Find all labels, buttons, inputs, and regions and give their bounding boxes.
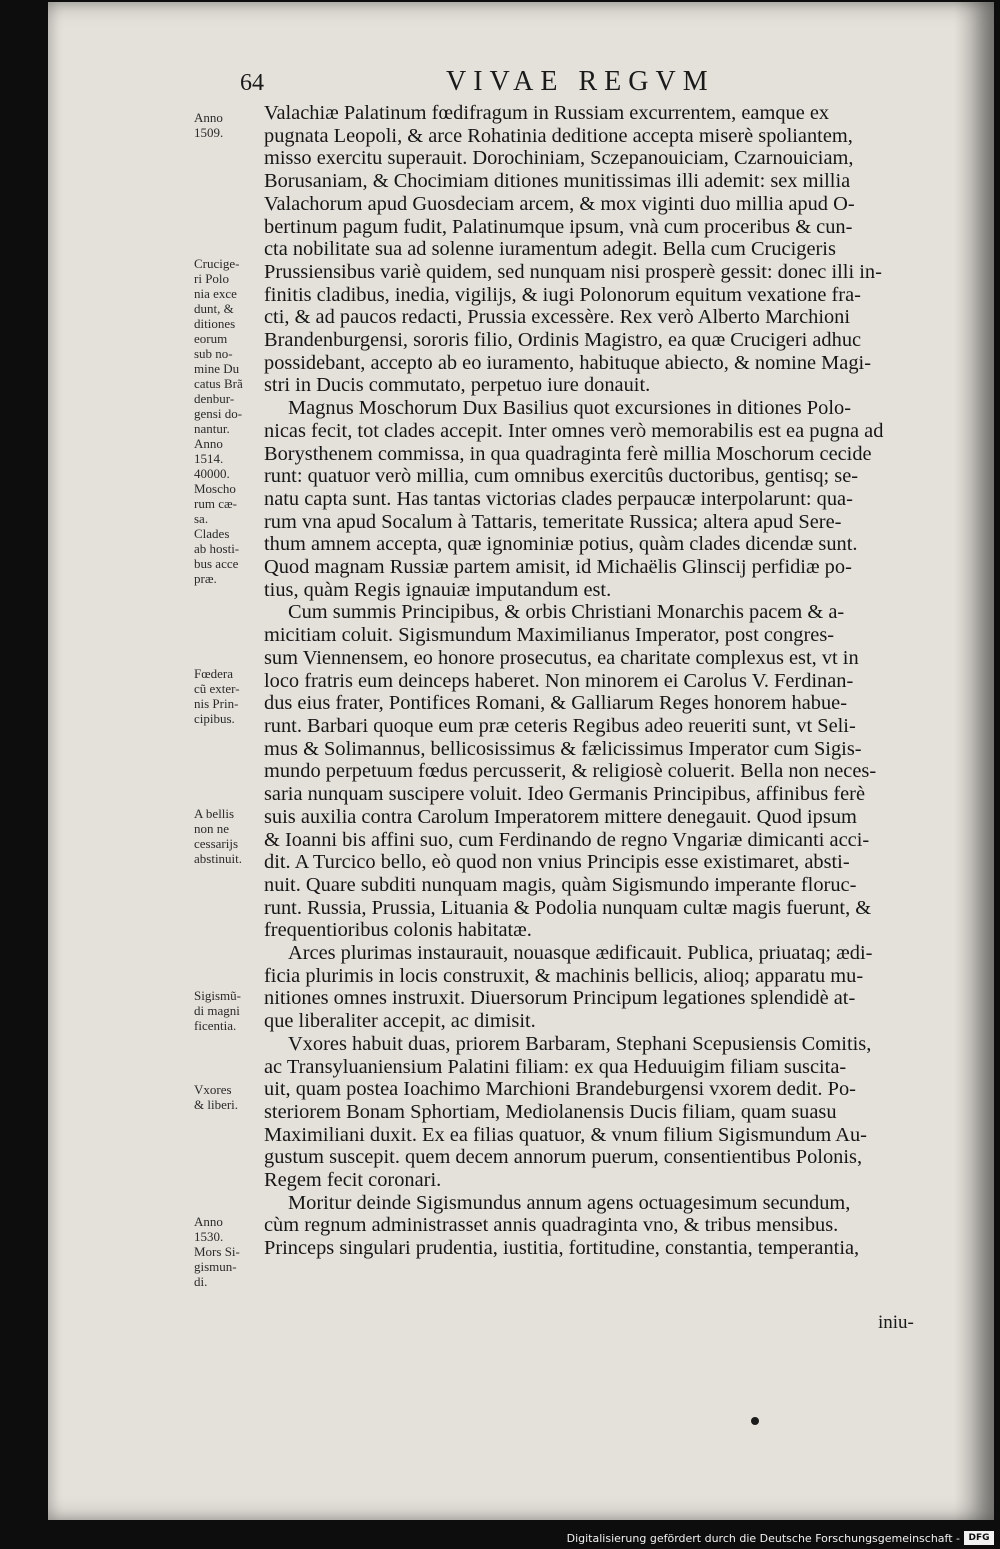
margin-note bbox=[194, 1214, 264, 1289]
margin-note-line: eorum bbox=[194, 331, 228, 346]
ink-dot bbox=[751, 1417, 759, 1425]
margin-note-line: 1509. bbox=[194, 125, 224, 140]
margin-note-line: abstinuit. bbox=[194, 851, 243, 866]
margin-note-line: cessarijs bbox=[194, 836, 239, 851]
dfg-logo: DFG bbox=[964, 1531, 994, 1545]
margin-note-line: 40000. bbox=[194, 466, 230, 481]
margin-note bbox=[194, 988, 264, 1033]
page-number: 64 bbox=[240, 70, 264, 96]
text-line: misso exercitu superauit. Dorochiniam, Sczepanouiciam, Czarnouiciam, bbox=[264, 147, 854, 170]
text-line: loco fratris eum deinceps haberet. Non minorem ei Carolus V. Ferdinan- bbox=[264, 669, 854, 692]
margin-note-line: dunt, & bbox=[194, 301, 234, 316]
paragraph bbox=[264, 1192, 936, 1260]
text-line: Magnus Moschorum Dux Basilius quot excursiones in ditiones Polo- bbox=[288, 397, 851, 420]
margin-note-line: gismun- bbox=[194, 1259, 237, 1274]
text-line: steriorem Bonam Sphortiam, Mediolanensis Ducis filiam, quam suasu bbox=[264, 1100, 837, 1123]
paragraph bbox=[264, 1033, 936, 1192]
text-line: ficia plurimis in locis construxit, & machinis bellicis, alioq; apparatu mu- bbox=[264, 964, 864, 987]
margin-note-line: non ne bbox=[194, 821, 230, 836]
margin-note-line: Anno bbox=[194, 436, 223, 451]
margin-note-line: cipibus. bbox=[194, 711, 235, 726]
margin-note-line: di. bbox=[194, 1274, 208, 1289]
margin-note-line: nantur. bbox=[194, 421, 230, 436]
text-line: mundo perpetuum fœdus percusserit, & religiosè coluerit. Bella non neces- bbox=[264, 760, 877, 783]
text-line: Maximiliani duxit. Ex ea filias quatuor, & vnum filium Sigismundum Au- bbox=[264, 1123, 867, 1146]
margin-note-line: nia exce bbox=[194, 286, 237, 301]
paragraph bbox=[264, 601, 936, 942]
margin-note-line: Moscho bbox=[194, 481, 236, 496]
text-line: tius, quàm Regis ignauiæ imputandum est. bbox=[264, 578, 612, 601]
margin-note-line: Sigismũ- bbox=[194, 988, 241, 1003]
margin-note-line: ab hosti- bbox=[194, 541, 240, 556]
text-line: Borysthenem commissa, in qua quadraginta ferè millia Moschorum cecide bbox=[264, 442, 872, 465]
text-line: runt: quatuor verò millia, cum omnibus exercitûs ductoribus, gentisq; se- bbox=[264, 465, 859, 488]
paragraph bbox=[264, 942, 936, 1033]
margin-note bbox=[194, 1082, 264, 1112]
text-line: saria nunquam suscipere voluit. Ideo Germanis Principibus, affinibus ferè bbox=[264, 783, 865, 806]
text-line: finitis cladibus, inedia, vigilijs, & iugi Polonorum equitum vexatione fra- bbox=[264, 283, 861, 306]
text-line: Cum summis Principibus, & orbis Christiani Monarchis pacem & a- bbox=[288, 601, 845, 624]
paragraph bbox=[264, 397, 936, 601]
text-line: natu capta sunt. Has tantas victorias clades perpaucæ interpolarunt: qua- bbox=[264, 487, 853, 510]
text-line: stri in Ducis commutato, perpetuo iure donauit. bbox=[264, 374, 651, 397]
margin-note-line: ficentia. bbox=[194, 1018, 237, 1033]
text-line: rum vna apud Socalum à Tattaris, temeritate Russica; altera apud Sere- bbox=[264, 510, 842, 533]
text-line: nuit. Quare subditi nunquam magis, quàm Sigismundo imperante floruc- bbox=[264, 873, 857, 896]
margin-note-line: Vxores bbox=[194, 1082, 232, 1097]
margin-note-line: di magni bbox=[194, 1003, 240, 1018]
footer-credit: Digitalisierung gefördert durch die Deutsche Forschungsgemeinschaft - bbox=[566, 1532, 960, 1545]
margin-note-line: sub no- bbox=[194, 346, 233, 361]
margin-note-line: 1530. bbox=[194, 1229, 224, 1244]
margin-note-line: nis Prin- bbox=[194, 696, 239, 711]
margin-note-line: 1514. bbox=[194, 451, 224, 466]
text-line: Valachiæ Palatinum fœdifragum in Russiam excurrentem, eamque ex bbox=[264, 102, 830, 124]
text-line: uit, quam postea Ioachimo Marchioni Brandeburgensi vxorem dedit. Po- bbox=[264, 1078, 856, 1101]
margin-note-line: Fœdera bbox=[194, 666, 233, 681]
text-line: Valachorum apud Guosdeciam arcem, & mox viginti duo millia apud O- bbox=[264, 192, 855, 215]
text-line: thum amnem accepta, quæ ignominiæ potius, quàm clades dicendæ sunt. bbox=[264, 533, 858, 556]
running-head: VIVAE REGVM bbox=[446, 66, 715, 97]
margin-note-line: Anno bbox=[194, 110, 223, 125]
margin-note-line: catus Brã bbox=[194, 376, 243, 391]
margin-note bbox=[194, 256, 264, 586]
text-line: & Ioanni bis affini suo, cum Ferdinando de regno Vngariæ dimicanti acci- bbox=[264, 828, 870, 851]
text-line: dit. A Turcico bello, eò quod non vnius Principis esse existimaret, absti- bbox=[264, 851, 850, 874]
text-line: frequentioribus colonis habitatæ. bbox=[264, 919, 532, 942]
margin-note-line: Mors Si- bbox=[194, 1244, 240, 1259]
margin-note-line: bus acce bbox=[194, 556, 239, 571]
text-line: micitiam coluit. Sigismundum Maximilianus Imperator, post congres- bbox=[264, 624, 835, 647]
text-line: cta nobilitate sua ad solenne iuramentum adegit. Bella cum Crucigeris bbox=[264, 238, 836, 261]
text-line: gustum suscepit. quem decem annorum puerum, consentientibus Polonis, bbox=[264, 1146, 863, 1169]
text-line: mus & Solimannus, bellicosissimus & fælicissimus Imperator cum Sigis- bbox=[264, 737, 862, 760]
margin-note-line: gensi do- bbox=[194, 406, 243, 421]
text-line: pugnata Leopoli, & arce Rohatinia deditione accepta miserè spoliantem, bbox=[264, 124, 853, 147]
margin-note bbox=[194, 666, 264, 726]
text-line: Moritur deinde Sigismundus annum agens octuagesimum secundum, bbox=[288, 1191, 851, 1214]
text-line: sum Viennensem, eo honore prosecutus, ea charitate complexus est, vt in bbox=[264, 646, 859, 669]
text-line: que liberaliter accepit, ac dimisit. bbox=[264, 1010, 536, 1033]
text-line: bertinum pagum fudit, Palatinumque ipsum, vnà cum proceribus & cun- bbox=[264, 215, 853, 238]
main-text bbox=[264, 102, 936, 1260]
margin-note-line: A bellis bbox=[194, 806, 235, 821]
margin-note-line: præ. bbox=[194, 571, 217, 586]
margin-note-line: & liberi. bbox=[194, 1097, 239, 1112]
margin-note-line: Anno bbox=[194, 1214, 223, 1229]
text-line: cùm regnum administrasset annis quadraginta vno, & tribus mensibus. bbox=[264, 1214, 839, 1237]
margin-note-line: Crucige- bbox=[194, 256, 240, 271]
text-line: Brandenburgensi, sororis filio, Ordinis Magistro, ea quæ Crucigeri adhuc bbox=[264, 329, 862, 352]
text-line: Borusaniam, & Chocimiam ditiones munitissimas illi ademit: sex millia bbox=[264, 170, 851, 193]
text-line: Arces plurimas instaurauit, nouasque ædificauit. Publica, priuataq; ædi- bbox=[288, 942, 873, 965]
text-line: Princeps singulari prudentia, iustitia, fortitudine, constantia, temperantia, bbox=[264, 1237, 860, 1260]
text-line: Regem fecit coronari. bbox=[264, 1169, 442, 1192]
margin-note-line: sa. bbox=[194, 511, 209, 526]
catchword: iniu- bbox=[878, 1312, 914, 1333]
margin-note bbox=[194, 806, 264, 866]
footer-bar bbox=[0, 1528, 1000, 1549]
margin-note-line: denbur- bbox=[194, 391, 235, 406]
margin-note-line: mine Du bbox=[194, 361, 240, 376]
text-line: nitiones omnes instruxit. Diuersorum Principum legationes splendidè at- bbox=[264, 987, 856, 1010]
margin-note-line: ri Polo bbox=[194, 271, 230, 286]
text-line: Prussiensibus variè quidem, sed nunquam nisi prosperè gessit: donec illi in- bbox=[264, 260, 882, 283]
margin-note-line: cũ exter- bbox=[194, 681, 240, 696]
text-line: cti, & ad paucos redacti, Prussia excessère. Rex verò Alberto Marchioni bbox=[264, 306, 851, 329]
margin-note-line: Clades bbox=[194, 526, 230, 541]
text-line: Quod magnam Russiæ partem amisit, id Michaëlis Glinscij perfidiæ po- bbox=[264, 556, 852, 579]
text-line: suis auxilia contra Carolum Imperatorem mittere denegauit. Quod ipsum bbox=[264, 805, 857, 828]
page-header bbox=[0, 0, 1000, 110]
text-line: dus eius frater, Pontifices Romani, & Galliarum Reges honorem habue- bbox=[264, 692, 848, 715]
text-line: runt. Barbari quoque eum præ ceteris Regibus adeo reueriti sunt, vt Seli- bbox=[264, 714, 856, 737]
text-line: Vxores habuit duas, priorem Barbaram, Stephani Scepusiensis Comitis, bbox=[288, 1032, 872, 1055]
text-line: ac Transyluaniensium Palatini filiam: ex qua Heduuigim filiam suscita- bbox=[264, 1055, 847, 1078]
text-line: runt. Russia, Prussia, Lituania & Podolia nunquam cultæ magis fuerunt, & bbox=[264, 896, 872, 919]
paragraph bbox=[264, 102, 936, 397]
margin-note-line: rum cæ- bbox=[194, 496, 237, 511]
margin-note bbox=[194, 110, 264, 140]
text-line: possidebant, accepto ab eo iuramento, habituque abiecto, & nomine Magi- bbox=[264, 351, 871, 374]
text-line: nicas fecit, tot clades accepit. Inter omnes verò memorabilis est ea pugna ad bbox=[264, 419, 884, 442]
margin-note-line: ditiones bbox=[194, 316, 236, 331]
